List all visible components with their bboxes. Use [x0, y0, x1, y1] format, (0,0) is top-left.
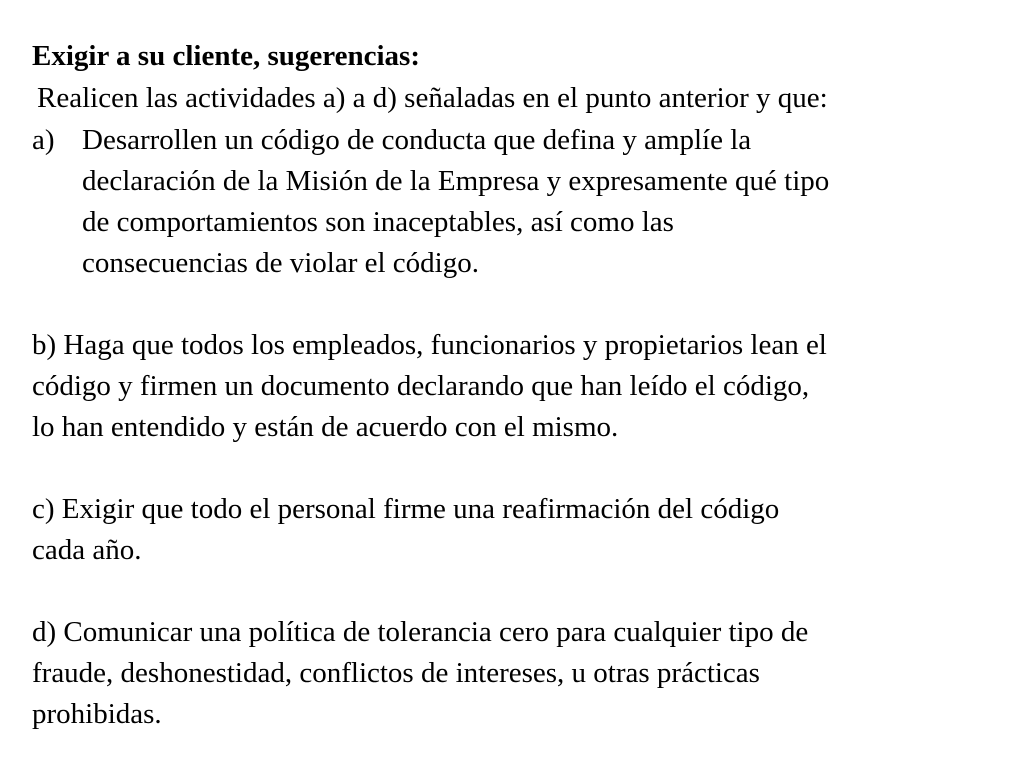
- item-a-marker: a): [32, 124, 55, 156]
- item-c-line: c) Exigir que todo el personal firme una reafirmación del código: [32, 493, 780, 525]
- item-d-line: prohibidas.: [32, 698, 162, 730]
- item-c-line: cada año.: [32, 534, 142, 566]
- item-a-line: de comportamientos son inaceptables, así como las: [82, 206, 674, 238]
- item-b-line: lo han entendido y están de acuerdo con el mismo.: [32, 411, 619, 443]
- slide-heading: Exigir a su cliente, sugerencias:: [32, 40, 420, 72]
- intro-text: Realicen las actividades a) a d) señaladas en el punto anterior y que:: [37, 82, 828, 114]
- item-a-line: Desarrollen un código de conducta que defina y amplíe la: [82, 124, 752, 156]
- item-b-line: b) Haga que todos los empleados, funcionarios y propietarios lean el: [32, 329, 827, 361]
- item-a-line: declaración de la Misión de la Empresa y expresamente qué tipo: [82, 165, 830, 197]
- item-a-line: consecuencias de violar el código.: [82, 247, 479, 279]
- item-d-line: d) Comunicar una política de tolerancia cero para cualquier tipo de: [32, 616, 809, 648]
- item-d-line: fraude, deshonestidad, conflictos de intereses, u otras prácticas: [32, 657, 760, 689]
- item-b-line: código y firmen un documento declarando que han leído el código,: [32, 370, 810, 402]
